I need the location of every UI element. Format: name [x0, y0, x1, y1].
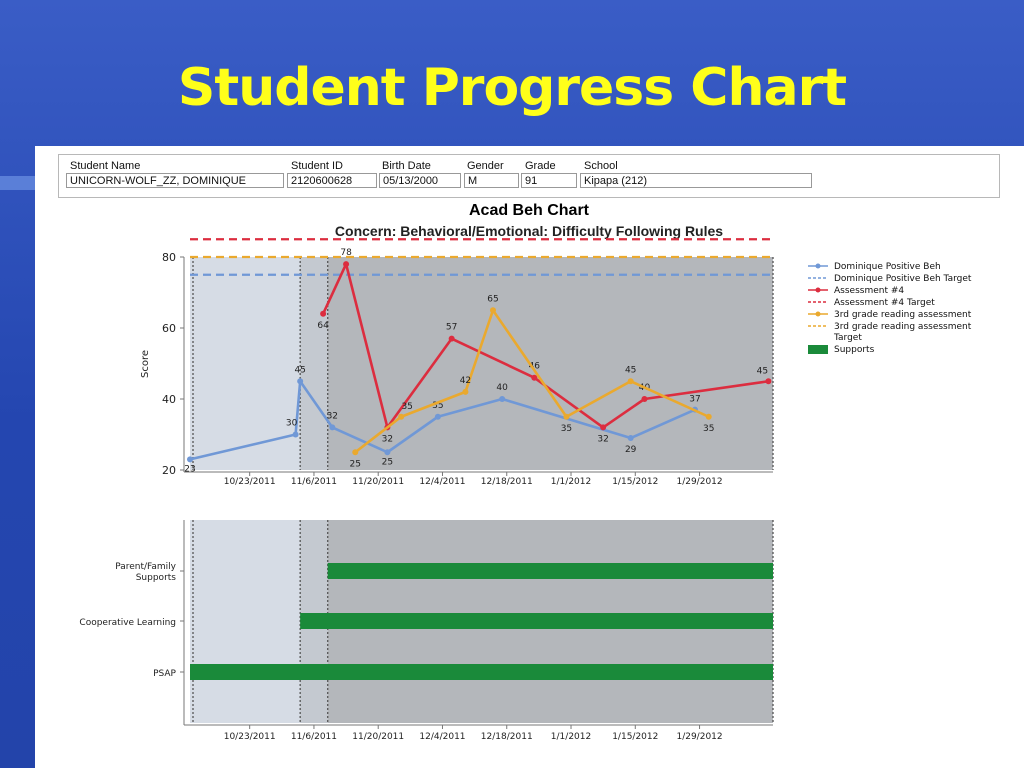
supports-x-tick-label: 1/29/2012 — [676, 732, 723, 742]
data-point — [297, 378, 303, 384]
data-point — [352, 449, 358, 455]
data-label: 23 — [184, 464, 196, 475]
y-tick-label: 60 — [162, 322, 176, 335]
legend-label: Dominique Positive Beh — [834, 262, 941, 272]
x-tick-label: 1/15/2012 — [612, 477, 659, 487]
supports-x-tick-label: 1/1/2012 — [550, 732, 592, 742]
supports-x-tick-label: 10/23/2011 — [223, 732, 276, 742]
grade-field[interactable]: 91 — [521, 173, 577, 188]
supports-x-tick-label: 11/6/2011 — [290, 732, 338, 742]
data-label: 35 — [560, 423, 573, 434]
data-label: 32 — [326, 411, 339, 422]
data-label: 30 — [285, 418, 298, 429]
chart-title: Acad Beh Chart — [468, 202, 590, 219]
support-label: Parent/Family — [115, 562, 176, 572]
supports-x-tick-label: 11/20/2011 — [352, 732, 405, 742]
data-label: 35 — [703, 423, 715, 434]
y-tick-label: 20 — [162, 464, 176, 477]
y-tick-label: 80 — [162, 251, 176, 264]
legend-marker — [816, 312, 821, 317]
legend-marker — [816, 288, 821, 293]
data-point — [462, 389, 468, 395]
data-label: 57 — [445, 322, 458, 333]
student-id-field[interactable]: 2120600628 — [287, 173, 377, 188]
student-name-label: Student Name — [70, 160, 141, 172]
legend-label: 3rd grade reading assessment — [834, 322, 972, 332]
data-label: 37 — [689, 394, 701, 405]
data-point — [329, 424, 335, 430]
supports-x-tick-label: 12/18/2011 — [480, 732, 533, 742]
data-point — [384, 449, 390, 455]
legend-label: Supports — [834, 345, 875, 355]
data-point — [398, 414, 404, 420]
support-label: PSAP — [153, 669, 176, 679]
support-bar — [190, 664, 773, 680]
data-label: 45 — [756, 366, 769, 377]
y-axis-label: Score — [140, 349, 151, 379]
x-tick-label: 10/23/2011 — [223, 477, 276, 487]
school-label: School — [584, 160, 618, 172]
x-tick-label: 12/4/2011 — [419, 477, 466, 487]
grade-label: Grade — [525, 160, 556, 172]
support-bar — [328, 563, 773, 579]
data-label: 46 — [528, 361, 541, 372]
x-tick-label: 11/6/2011 — [290, 477, 338, 487]
birth-date-field[interactable]: 05/13/2000 — [379, 173, 461, 188]
data-point — [435, 414, 441, 420]
x-tick-label: 1/29/2012 — [676, 477, 723, 487]
data-point — [531, 375, 537, 381]
data-point — [320, 311, 326, 317]
data-label: 32 — [381, 434, 394, 445]
legend-label: Assessment #4 — [834, 286, 905, 296]
data-label: 78 — [340, 248, 352, 259]
support-label: Cooperative Learning — [79, 618, 176, 628]
data-point — [765, 378, 771, 384]
legend-label: Dominique Positive Beh Target — [834, 274, 972, 284]
data-label: 45 — [624, 365, 637, 376]
data-label: 29 — [624, 445, 637, 456]
data-label: 25 — [381, 457, 394, 468]
support-bar — [300, 613, 773, 629]
data-label: 65 — [487, 294, 499, 305]
supports-x-tick-label: 1/15/2012 — [612, 732, 659, 742]
data-label: 35 — [432, 400, 444, 411]
data-label: 32 — [597, 434, 609, 445]
support-label: Supports — [135, 573, 176, 583]
x-tick-label: 12/18/2011 — [480, 477, 533, 487]
data-point — [600, 424, 606, 430]
data-point — [706, 414, 712, 420]
student-id-label: Student ID — [291, 160, 343, 172]
legend-swatch — [808, 345, 828, 354]
gender-field[interactable]: M — [464, 173, 519, 188]
data-label: 64 — [317, 320, 329, 331]
data-label: 42 — [459, 375, 472, 386]
data-point — [449, 336, 455, 342]
phase-band-intervention — [328, 257, 773, 470]
legend-label: Assessment #4 Target — [834, 298, 935, 308]
gender-label: Gender — [467, 160, 504, 172]
data-label: 45 — [294, 365, 306, 376]
data-point — [343, 261, 349, 267]
supports-x-tick-label: 12/4/2011 — [419, 732, 466, 742]
data-label: 35 — [401, 401, 413, 412]
data-point — [628, 378, 634, 384]
legend-label: Target — [834, 333, 862, 343]
chart-subtitle: Concern: Behavioral/Emotional: Difficulty Following Rules — [334, 223, 724, 239]
data-label: 40 — [638, 383, 651, 393]
data-point — [563, 414, 569, 420]
x-tick-label: 1/1/2012 — [550, 477, 592, 487]
data-point — [628, 435, 634, 441]
birth-date-label: Birth Date — [382, 160, 431, 172]
phase-band-transition — [300, 257, 328, 470]
data-label: 25 — [349, 459, 361, 470]
legend-marker — [816, 264, 821, 269]
data-label: 40 — [496, 383, 508, 393]
data-point — [293, 432, 299, 438]
legend-label: 3rd grade reading assessment — [834, 310, 972, 320]
y-tick-label: 40 — [162, 393, 176, 406]
student-name-field[interactable]: UNICORN-WOLF_ZZ, DOMINIQUE — [66, 173, 284, 188]
school-field[interactable]: Kipapa (212) — [580, 173, 812, 188]
x-tick-label: 11/20/2011 — [352, 477, 405, 487]
data-point — [499, 396, 505, 402]
slide-title: Student Progress Chart — [177, 58, 847, 118]
data-point — [641, 396, 647, 402]
data-point — [187, 456, 193, 462]
data-point — [490, 307, 496, 313]
